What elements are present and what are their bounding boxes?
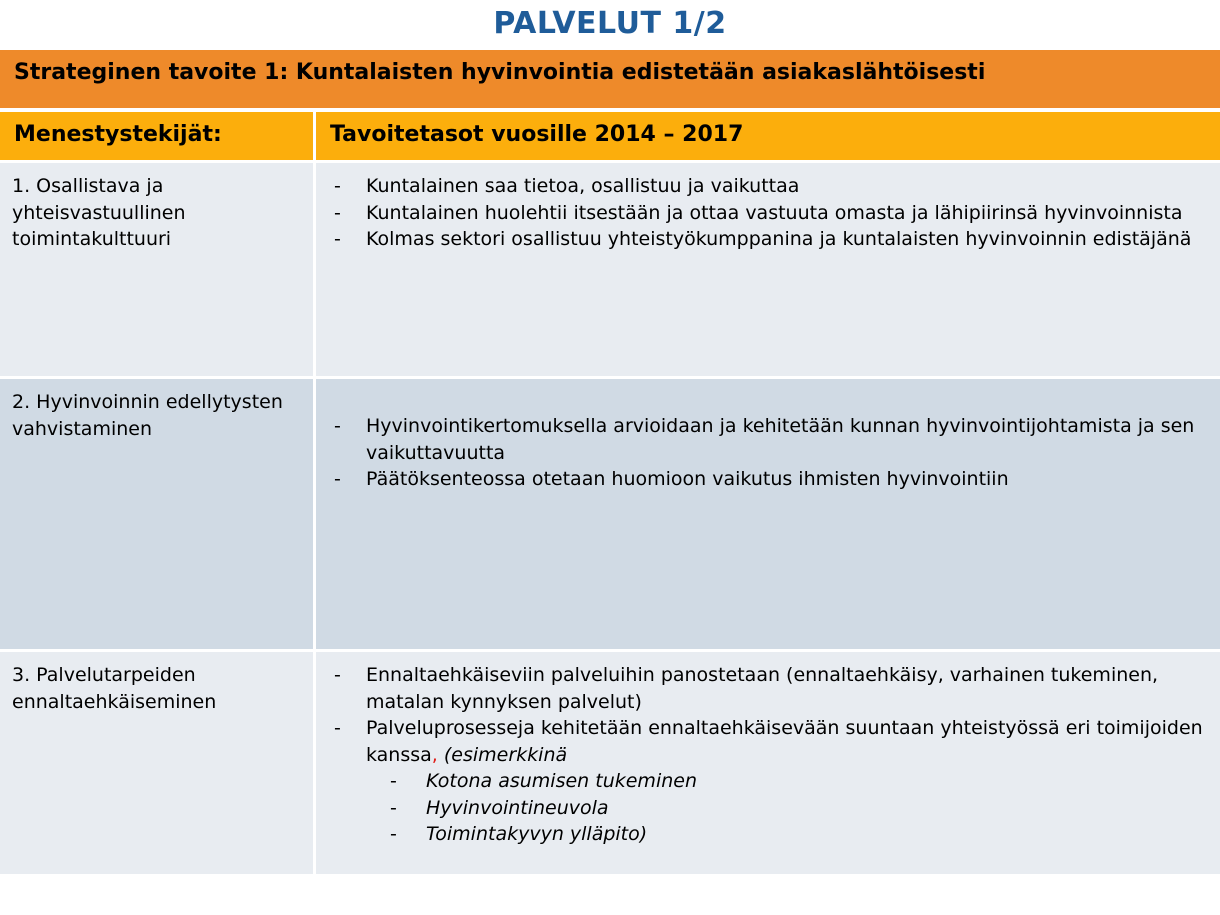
list-item: - Päätöksenteossa otetaan huomioon vaikutus ihmisten hyvinvointiin <box>334 468 1009 490</box>
strategic-goal-text: Strateginen tavoite 1: Kuntalaisten hyvinvointia edistetään asiakaslähtöisesti <box>14 60 986 85</box>
list-item: - Palveluprosesseja kehitetään ennaltaehkäisevään suuntaan yhteistyössä eri toimijoiden kanssa, (esimerkkinä - Kotona asumisen tukeminen - Hyvinvointineuvola - Toimintakyvyn ylläpito) <box>330 715 1206 848</box>
red-comma: , <box>431 743 438 766</box>
target-list <box>330 413 1206 493</box>
list-item: - Kotona asumisen tukeminen <box>390 770 697 792</box>
target-levels-cell <box>316 379 1220 649</box>
table-row <box>0 163 1220 376</box>
list-item: - Ennaltaehkäiseviin palveluihin panostetaan (ennaltaehkäisy, varhainen tukeminen, matalan kynnyksen palvelut) <box>334 664 1159 713</box>
table-row <box>0 379 1220 649</box>
list-item: - Kuntalainen saa tietoa, osallistuu ja vaikuttaa <box>334 175 800 197</box>
target-levels-cell <box>316 163 1220 376</box>
target-levels-cell <box>316 652 1220 874</box>
header-target-levels: Tavoitetasot vuosille 2014 – 2017 <box>330 122 744 147</box>
list-item: - Hyvinvointikertomuksella arvioidaan ja kehitetään kunnan hyvinvointijohtamista ja sen vaikuttavuutta <box>334 415 1195 464</box>
list-item: - Toimintakyvyn ylläpito) <box>390 823 648 845</box>
success-factor-cell: 1. Osallistava ja yhteisvastuullinen toimintakulttuuri <box>12 175 186 250</box>
success-factor-cell: 2. Hyvinvoinnin edellytysten vahvistaminen <box>12 391 283 440</box>
list-item: - Kolmas sektori osallistuu yhteistyökumppanina ja kuntalaisten hyvinvoinnin edistäjänä <box>334 228 1192 250</box>
example-sublist <box>366 768 1206 848</box>
target-list <box>330 173 1206 253</box>
list-item: - Kuntalainen huolehtii itsestään ja ottaa vastuuta omasta ja lähipiirinsä hyvinvoinnista <box>334 201 1183 224</box>
strategic-goal-bar <box>0 50 1220 108</box>
page-title: PALVELUT 1/2 <box>493 6 727 41</box>
target-list <box>330 662 1206 848</box>
table-header-row <box>0 112 1220 160</box>
success-factor-cell: 3. Palvelutarpeiden ennaltaehkäiseminen <box>12 664 217 713</box>
list-item: - Hyvinvointineuvola <box>390 796 609 819</box>
table-row <box>0 652 1220 874</box>
header-success-factors: Menestystekijät: <box>14 122 222 147</box>
